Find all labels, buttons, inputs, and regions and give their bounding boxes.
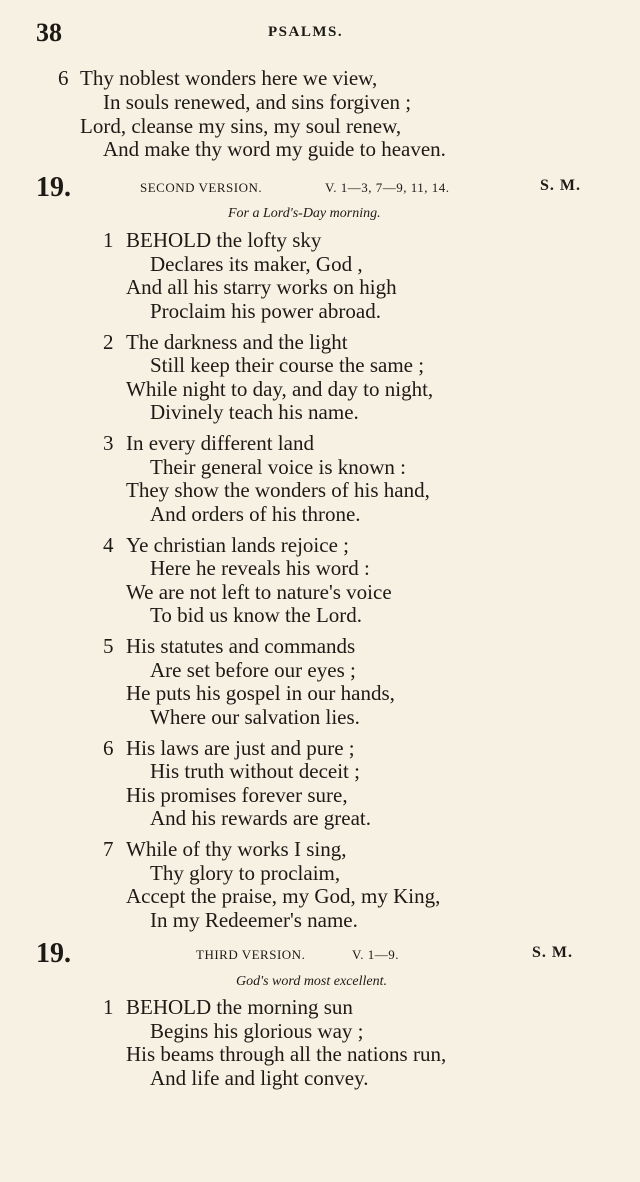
hymn-subtitle: God's word most excellent. (236, 974, 388, 989)
verse-line: His statutes and commands (126, 634, 356, 658)
verses-reference: V. 1—9. (352, 947, 399, 962)
verse-line: In every different land (126, 431, 314, 455)
verse-line: Divinely teach his name. (150, 400, 359, 424)
verse-line: Where our salvation lies. (150, 704, 360, 729)
verse-line: His beams through all the nations run, (126, 1042, 447, 1066)
verse-line: In souls renewed, and sins forgiven ; (103, 90, 412, 114)
stanza-number: 7 (103, 837, 114, 861)
running-head: PSALMS. (268, 24, 344, 40)
verse-line: Thy glory to proclaim, (150, 860, 341, 885)
hymn-subtitle: For a Lord's-Day morning. (228, 206, 381, 221)
verse-line: And all his starry works on high (126, 275, 397, 299)
verse-line: To bid us know the Lord. (150, 603, 363, 627)
verse-line: Proclaim his power abroad. (150, 298, 381, 323)
psalm-number: 19. (36, 172, 71, 203)
psalm-number: 19. (36, 938, 71, 969)
verse-line (126, 228, 321, 252)
verse-line: The darkness and the light (126, 329, 348, 354)
verse-line: Ye christian lands rejoice ; (126, 532, 349, 557)
verse-line: Accept the praise, my God, my King, (126, 884, 441, 908)
verse-line: Declares its maker, God , (150, 251, 363, 276)
verse-line: Lord, cleanse my sins, my soul renew, (80, 114, 402, 138)
stanza-number: 1 (103, 995, 114, 1019)
stanza-number: 6 (103, 735, 114, 760)
line-rest: the morning sun (211, 995, 353, 1019)
verse-line: Begins his glorious way ; (150, 1018, 364, 1043)
verse-line: They show the wonders of his hand, (126, 478, 430, 502)
verses-reference: V. 1—3, 7—9, 11, 14. (325, 180, 450, 195)
verse-line: In my Redeemer's name. (150, 907, 358, 932)
verse-line: He puts his gospel in our hands, (126, 681, 395, 705)
line-rest: the lofty sky (211, 228, 322, 252)
verse-line: Their general voice is known : (150, 454, 406, 479)
verse-line: And orders of his throne. (150, 501, 361, 526)
meter: S. M. (532, 944, 573, 961)
verse-line: His truth without deceit ; (150, 759, 360, 783)
verse-line: Still keep their course the same ; (150, 353, 425, 377)
stanza-number: 1 (103, 228, 114, 252)
first-word: BEHOLD (126, 228, 212, 252)
stanza-number: 3 (103, 431, 114, 455)
verse-line: We are not left to nature's voice (126, 579, 392, 604)
stanza-number: 5 (103, 634, 114, 658)
verse-line (126, 995, 353, 1019)
verse-line: Are set before our eyes ; (150, 657, 356, 682)
verse-line: His promises forever sure, (126, 782, 348, 807)
verse-line: Thy noblest wonders here we view, (80, 66, 378, 90)
verse-line: Here he reveals his word : (150, 556, 370, 580)
verse-line: And life and light convey. (150, 1065, 369, 1090)
verse-line: While of thy works I sing, (126, 837, 347, 861)
verse-line: And his rewards are great. (150, 806, 371, 830)
stanza-number: 2 (103, 329, 114, 354)
version-label: THIRD VERSION. (196, 947, 306, 962)
page-number: 38 (36, 18, 62, 47)
version-label: SECOND VERSION. (140, 180, 263, 195)
verse-line: And make thy word my guide to heaven. (103, 137, 446, 161)
verse-line: His laws are just and pure ; (126, 735, 355, 760)
stanza-number: 6 (58, 66, 69, 90)
verse-line: While night to day, and day to night, (126, 376, 434, 401)
meter: S. M. (540, 177, 581, 194)
first-word: BEHOLD (126, 995, 212, 1019)
stanza-number: 4 (103, 532, 114, 557)
